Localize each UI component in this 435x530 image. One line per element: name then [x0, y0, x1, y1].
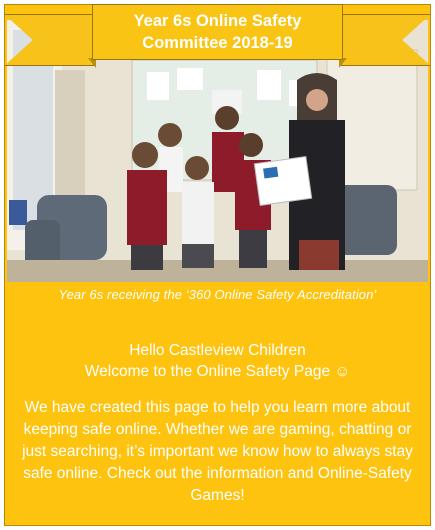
welcome-line2: Welcome to the Online Safety Page ☺	[84, 363, 351, 380]
intro-paragraph: We have created this page to help you learn more about keeping safe online. Whether we are gaming, chatting or just searching, it’s important we know how to always stay safe online. Check out the information and Online-Safety Games!	[22, 399, 413, 504]
page-title-banner	[92, 4, 343, 60]
welcome-heading	[4, 340, 431, 382]
welcome-line1: Hello Castleview Children	[129, 342, 306, 359]
page-title-line2: Committee 2018-19	[142, 34, 293, 52]
page-title-line1: Year 6s Online Safety	[133, 12, 302, 30]
photo-caption: Year 6s receiving the ‘360 Online Safety Accreditation’	[58, 287, 377, 302]
